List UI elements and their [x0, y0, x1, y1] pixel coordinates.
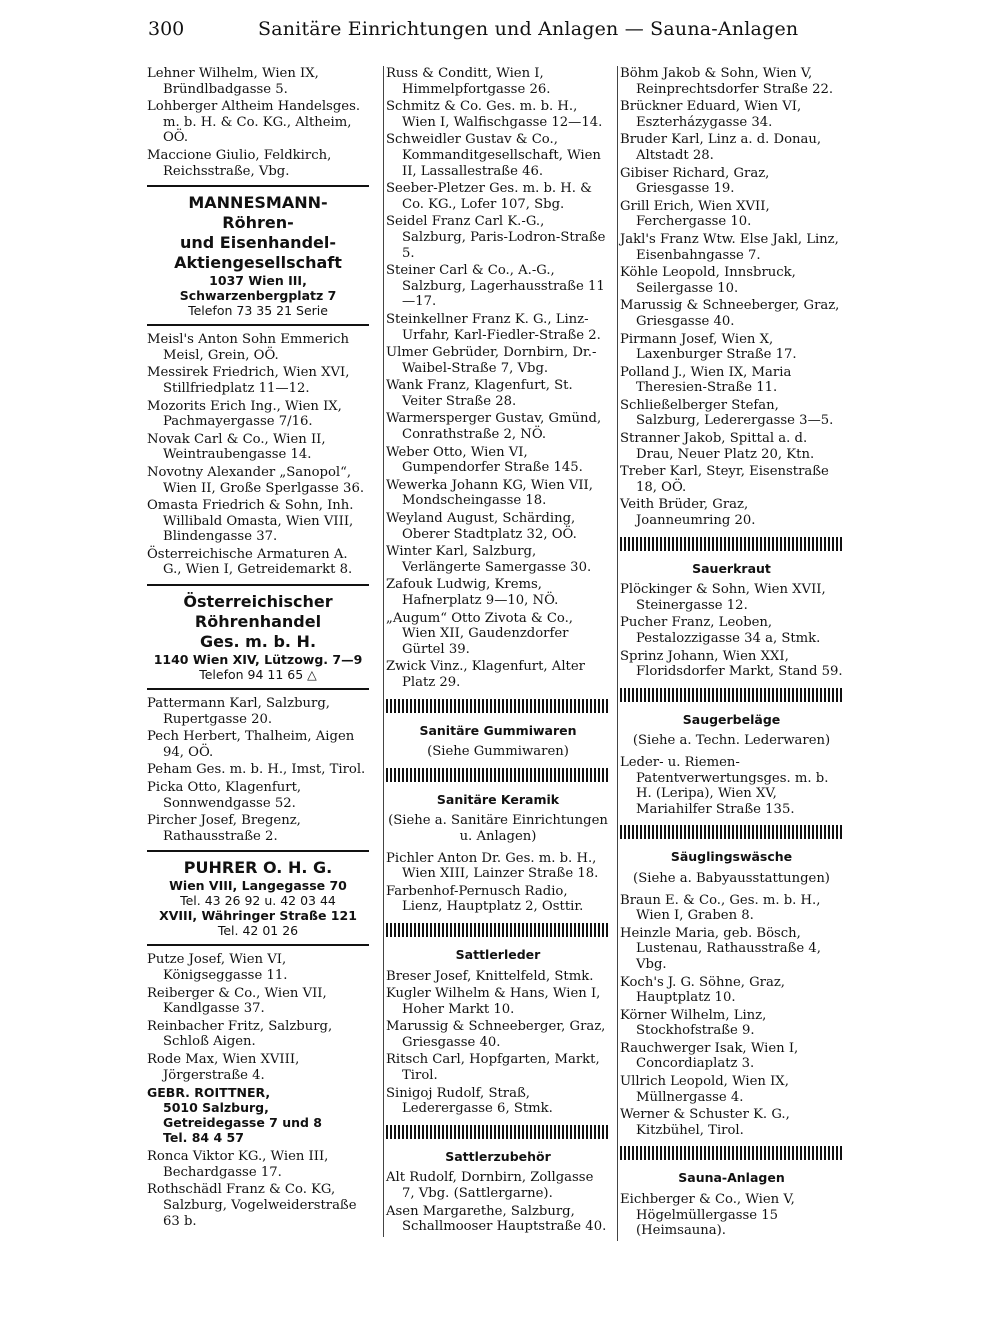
- directory-entry: Veith Brüder, Graz, Joanneumring 20.: [620, 497, 756, 529]
- divider-rule: [147, 688, 369, 690]
- directory-entry: Seidel Franz Carl K.-G., Salzburg, Paris-Lodron-Straße 5.: [386, 214, 606, 261]
- ad-line: Wien VIII, Langegasse 70: [169, 878, 347, 894]
- directory-entry: „Augum“ Otto Zivota & Co., Wien XII, Gaudenzdorfer Gürtel 39.: [386, 610, 574, 657]
- section-divider: [620, 1146, 843, 1160]
- section-divider: [386, 923, 610, 937]
- cross-reference: (Siehe a. Techn. Lederwaren): [632, 733, 831, 749]
- directory-entry: Sinigoj Rudolf, Straß, Lederergasse 6, Stmk.: [386, 1085, 553, 1117]
- directory-entry: Marussig & Schneeberger, Graz, Griesgasse 40.: [386, 1019, 606, 1050]
- directory-entry: Pattermann Karl, Salzburg, Rupertgasse 20.: [147, 696, 330, 727]
- advertisement-roittner: [147, 1085, 369, 1145]
- ad-line: 1140 Wien XIV, Lützowg. 7—9: [153, 652, 363, 668]
- ad-line: und Eisenhandel-: [180, 233, 336, 253]
- directory-entry: Wewerka Johann KG, Wien VII, Mondscheingasse 18.: [386, 477, 593, 509]
- cross-reference: (Siehe Gummiwaren): [427, 744, 569, 760]
- directory-entry: Pirmann Josef, Wien X, Laxenburger Straße 17.: [620, 331, 797, 363]
- section-divider: [620, 825, 843, 839]
- entry-list: [386, 969, 610, 1117]
- entry-list: [620, 755, 843, 817]
- directory-entry: Marussig & Schneeberger, Graz, Griesgasse 40.: [620, 298, 840, 329]
- directory-entry: Pucher Franz, Leoben, Pestalozzigasse 34 a, Stmk.: [620, 615, 821, 646]
- directory-entry: Werner & Schuster K. G., Kitzbühel, Tirol.: [620, 1107, 790, 1138]
- directory-entry: Leder- u. Riemen-Patentverwertungsges. m. b. H. (Leripa), Wien XV, Mariahilfer Straße 135.: [620, 754, 829, 817]
- divider-rule: [147, 850, 369, 852]
- directory-entry: Weber Otto, Wien VI, Gumpendorfer Straße 145.: [386, 444, 583, 476]
- directory-entry: Asen Margarethe, Salzburg, Schallmooser Hauptstraße 40.: [386, 1203, 607, 1235]
- section-heading: Sauerkraut: [692, 560, 771, 576]
- ad-phone: Tel. 42 01 26: [217, 923, 299, 939]
- page-header: [148, 18, 848, 46]
- directory-entry: Eichberger & Co., Wien V, Högelmüllergasse 15 (Heimsauna).: [620, 1192, 795, 1239]
- entry-list: [620, 893, 843, 1139]
- section-divider: [620, 537, 843, 551]
- directory-entry: Schließelberger Stefan, Salzburg, Lederergasse 3—5.: [620, 397, 834, 429]
- directory-entry: Russ & Conditt, Wien I, Himmelpfortgasse 26.: [386, 66, 551, 97]
- entry-list: [147, 1149, 369, 1229]
- directory-entry: Ritsch Carl, Hopfgarten, Markt, Tirol.: [386, 1052, 600, 1084]
- directory-entry: Koch's J. G. Söhne, Graz, Hauptplatz 10.: [620, 974, 785, 1006]
- directory-entry: Plöckinger & Sohn, Wien XVII, Steinergasse 12.: [620, 582, 826, 613]
- column-3: [617, 66, 843, 1241]
- entry-list: [386, 1170, 610, 1234]
- directory-entry: Weyland August, Schärding, Oberer Stadtplatz 32, OÖ.: [386, 511, 577, 542]
- directory-entry: Ullrich Leopold, Wien IX, Müllnergasse 4.: [620, 1074, 789, 1105]
- directory-entry: Novak Carl & Co., Wien II, Weintraubengasse 14.: [147, 431, 326, 463]
- directory-entry: Braun E. & Co., Ges. m. b. H., Wien I, Graben 8.: [620, 892, 821, 924]
- advertisement-puhrer: [147, 858, 369, 938]
- directory-entry: Alt Rudolf, Dornbirn, Zollgasse 7, Vbg. (Sattlergarne).: [386, 1170, 594, 1202]
- entry-list: [147, 66, 369, 179]
- ad-line: XVIII, Währinger Straße 121: [159, 908, 357, 924]
- cross-reference: (Siehe a. Sanitäre Einrichtungen u. Anlagen): [388, 813, 608, 844]
- ad-line: MANNESMANN-: [188, 193, 328, 213]
- directory-entry: Rauchwerger Isak, Wien I, Concordiaplatz 3.: [620, 1040, 799, 1072]
- directory-entry: Kugler Wilhelm & Hans, Wien I, Hoher Markt 10.: [386, 986, 601, 1017]
- directory-entry: Rothschädl Franz & Co. KG, Salzburg, Vogelweiderstraße 63 b.: [147, 1182, 357, 1229]
- directory-entry: Farbenhof-Pernusch Radio, Lienz, Hauptplatz 2, Osttir.: [386, 883, 584, 915]
- directory-entry: Warmersperger Gustav, Gmünd, Conrathstraße 2, NÖ.: [386, 411, 602, 443]
- directory-entry: Böhm Jakob & Sohn, Wien V, Reinprechtsdorfer Straße 22.: [620, 66, 834, 97]
- directory-entry: Steinkellner Franz K. G., Linz-Urfahr, Karl-Fiedler-Straße 2.: [386, 311, 601, 343]
- directory-entry: Schmitz & Co. Ges. m. b. H., Wien I, Walfischgasse 12—14.: [386, 99, 603, 130]
- section-divider: [620, 688, 843, 702]
- directory-entry: Zwick Vinz., Klagenfurt, Alter Platz 29.: [386, 659, 585, 690]
- directory-entry: Winter Karl, Salzburg, Verlängerte Samergasse 30.: [386, 544, 592, 575]
- entry-list: [620, 582, 843, 680]
- directory-entry: Sprinz Johann, Wien XXI, Floridsdorfer Markt, Stand 59.: [620, 648, 843, 680]
- directory-entry: Lohberger Altheim Handelsges. m. b. H. & Co. KG., Altheim, OÖ.: [147, 99, 361, 146]
- directory-entry: Stranner Jakob, Spittal a. d. Drau, Neuer Platz 20, Ktn.: [620, 431, 815, 462]
- ad-line: GEBR. ROITTNER,: [147, 1085, 271, 1101]
- directory-entry: Mozorits Erich Ing., Wien IX, Pachmayergasse 7/16.: [147, 398, 342, 430]
- directory-entry: Schweidler Gustav & Co., Kommanditgesellschaft, Wien II, Lassallestraße 46.: [386, 132, 601, 179]
- entry-list: [147, 952, 369, 1083]
- directory-entry: Treber Karl, Steyr, Eisenstraße 18, OÖ.: [620, 464, 829, 495]
- directory-entry: Heinzle Maria, geb. Bösch, Lustenau, Rathausstraße 4, Vbg.: [620, 925, 821, 972]
- directory-entry: Meisl's Anton Sohn Emmerich Meisl, Grein, OÖ.: [147, 332, 350, 363]
- directory-entry: Pichler Anton Dr. Ges. m. b. H., Wien XIII, Lainzer Straße 18.: [386, 850, 599, 882]
- directory-entry: Steiner Carl & Co., A.-G., Salzburg, Lagerhausstraße 11—17.: [386, 263, 605, 310]
- advertisement-oesterreichischer-roehrenhandel: [147, 592, 369, 682]
- directory-entry: Brückner Eduard, Wien VI, Eszterházygasse 34.: [620, 99, 802, 130]
- directory-entry: Reiberger & Co., Wien VII, Kandlgasse 37.: [147, 985, 327, 1017]
- directory-entry: Maccione Giulio, Feldkirch, Reichsstraße, Vbg.: [147, 147, 332, 179]
- entry-list: [147, 696, 369, 844]
- column-2: [383, 66, 610, 1237]
- section-heading: Sattlerzubehör: [445, 1148, 551, 1164]
- divider-rule: [147, 324, 369, 326]
- ad-line: Schwarzenbergplatz 7: [179, 288, 337, 304]
- directory-entry: Bruder Karl, Linz a. d. Donau, Altstadt 28.: [620, 132, 822, 163]
- directory-entry: Omasta Friedrich & Sohn, Inh. Willibald Omasta, Wien VIII, Blindengasse 37.: [147, 498, 354, 545]
- advertisement-mannesmann: [147, 193, 369, 318]
- ad-line: Österreichischer: [183, 592, 333, 612]
- directory-entry: Jakl's Franz Wtw. Else Jakl, Linz, Eisenbahngasse 7.: [620, 231, 839, 263]
- section-divider: [386, 768, 610, 782]
- divider-rule: [147, 584, 369, 586]
- directory-entry: Peham Ges. m. b. H., Imst, Tirol.: [147, 762, 366, 778]
- directory-entry: Körner Wilhelm, Linz, Stockhofstraße 9.: [620, 1007, 767, 1039]
- entry-list: [386, 851, 610, 915]
- ad-line: Aktiengesellschaft: [174, 253, 342, 273]
- section-heading: Säuglingswäsche: [670, 849, 793, 865]
- running-title: Sanitäre Einrichtungen und Anlagen — Sauna-Anlagen: [258, 18, 799, 40]
- directory-entry: Rode Max, Wien XVIII, Jörgerstraße 4.: [147, 1051, 300, 1083]
- section-heading: Sanitäre Keramik: [436, 791, 560, 807]
- ad-line: 5010 Salzburg,: [163, 1100, 269, 1116]
- directory-entry: Seeber-Pletzer Ges. m. b. H. & Co. KG., Lofer 107, Sbg.: [386, 181, 592, 212]
- ad-phone: Telefon 94 11 65 △: [199, 667, 317, 683]
- directory-entry: Breser Josef, Knittelfeld, Stmk.: [386, 968, 594, 984]
- page-number: 300: [148, 18, 185, 40]
- section-heading: Sanitäre Gummiwaren: [419, 722, 577, 738]
- column-1: [147, 66, 369, 1231]
- divider-rule: [147, 944, 369, 946]
- section-heading: Sattlerleder: [455, 946, 541, 962]
- ad-line: Ges. m. b. H.: [199, 632, 317, 652]
- ad-line: PUHRER O. H. G.: [183, 858, 333, 878]
- section-heading: Sauna-Anlagen: [678, 1170, 785, 1186]
- directory-entry: Pircher Josef, Bregenz, Rathausstraße 2.: [147, 813, 301, 844]
- section-divider: [386, 1125, 610, 1139]
- ad-line: Röhren-: [222, 213, 294, 233]
- ad-phone: Tel. 84 4 57: [163, 1130, 244, 1146]
- directory-entry: Österreichische Armaturen A. G., Wien I, Getreidemarkt 8.: [147, 546, 353, 578]
- directory-entry: Picka Otto, Klagenfurt, Sonnwendgasse 52.: [147, 780, 302, 811]
- section-heading: Saugerbeläge: [682, 711, 781, 727]
- directory-entry: Ulmer Gebrüder, Dornbirn, Dr.-Waibel-Straße 7, Vbg.: [386, 345, 597, 376]
- divider-rule: [147, 185, 369, 187]
- directory-entry: Reinbacher Fritz, Salzburg, Schloß Aigen.: [147, 1018, 333, 1050]
- directory-entry: Köhle Leopold, Innsbruck, Seilergasse 10.: [620, 265, 796, 296]
- entry-list: [620, 1192, 843, 1239]
- directory-entry: Zafouk Ludwig, Krems, Hafnerplatz 9—10, NÖ.: [386, 577, 559, 608]
- ad-line: 1037 Wien III,: [209, 273, 307, 289]
- section-divider: [386, 699, 610, 713]
- ad-line: Getreidegasse 7 und 8: [163, 1115, 323, 1131]
- directory-entry: Ronca Viktor KG., Wien III, Bechardgasse 17.: [147, 1149, 329, 1180]
- directory-entry: Lehner Wilhelm, Wien IX, Bründlbadgasse 5.: [147, 66, 319, 97]
- directory-entry: Messirek Friedrich, Wien XVI, Stillfriedplatz 11—12.: [147, 365, 350, 396]
- ad-phone: Tel. 43 26 92 u. 42 03 44: [180, 893, 336, 909]
- directory-entry: Wank Franz, Klagenfurt, St. Veiter Straße 28.: [386, 378, 573, 409]
- directory-entry: Grill Erich, Wien XVII, Ferchergasse 10.: [620, 198, 770, 230]
- directory-entry: Gibiser Richard, Graz, Griesgasse 19.: [620, 165, 770, 197]
- entry-list: [147, 332, 369, 578]
- cross-reference: (Siehe a. Babyausstattungen): [633, 870, 830, 886]
- entry-list: [386, 66, 610, 691]
- directory-entry: Polland J., Wien IX, Maria Theresien-Straße 11.: [620, 364, 792, 396]
- directory-entry: Pech Herbert, Thalheim, Aigen 94, OÖ.: [147, 729, 355, 760]
- entry-list: [620, 66, 843, 529]
- ad-phone: Telefon 73 35 21 Serie: [188, 303, 328, 319]
- ad-line: Röhrenhandel: [194, 612, 322, 632]
- directory-entry: Novotny Alexander „Sanopol“, Wien II, Große Sperlgasse 36.: [147, 464, 365, 496]
- directory-entry: Putze Josef, Wien VI, Königseggasse 11.: [147, 952, 288, 983]
